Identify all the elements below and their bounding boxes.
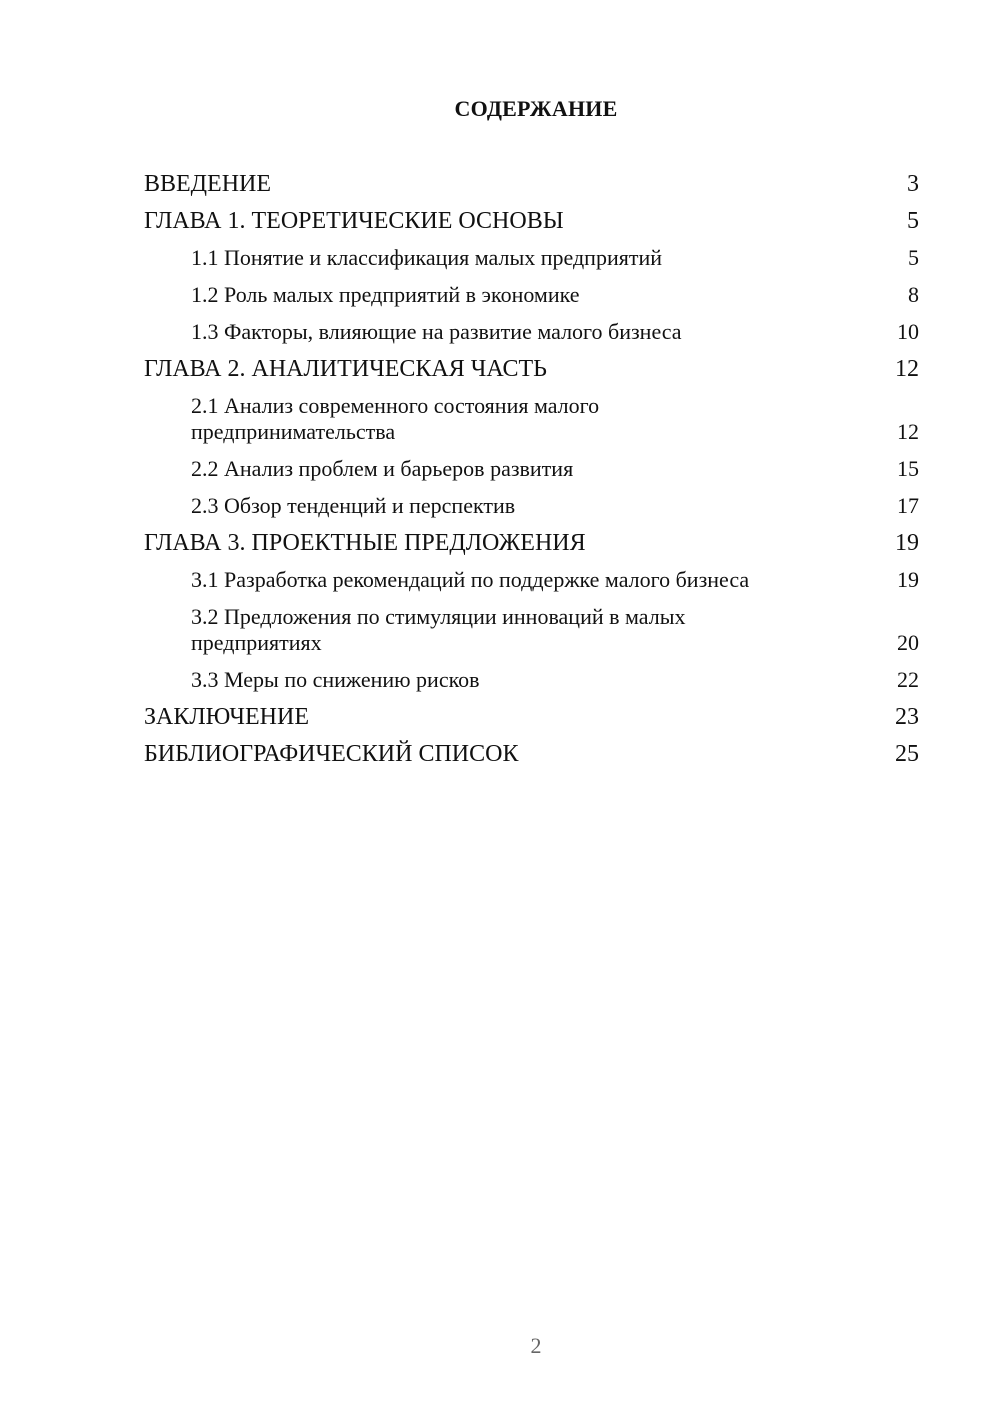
toc-entry[interactable]: [144, 600, 919, 663]
toc-entry-title: 2.2 Анализ проблем и барьеров развития: [191, 456, 574, 481]
page-number: 2: [530, 1333, 542, 1358]
toc-entry[interactable]: [144, 389, 919, 452]
toc-entry[interactable]: [144, 489, 919, 526]
toc-entry-page: 10: [897, 319, 919, 344]
toc-entry[interactable]: [144, 452, 919, 489]
toc-entry-title: БИБЛИОГРАФИЧЕСКИЙ СПИСОК: [144, 741, 519, 767]
toc-entry-title: ГЛАВА 1. ТЕОРЕТИЧЕСКИЕ ОСНОВЫ: [144, 208, 564, 234]
toc-entry-page: 12: [895, 356, 919, 382]
toc-entry-title: 2.3 Обзор тенденций и перспектив: [191, 493, 516, 518]
toc-entry[interactable]: [144, 563, 919, 600]
toc-entry-page: 3: [907, 171, 919, 197]
toc-entry[interactable]: [144, 526, 919, 563]
toc-entry[interactable]: [144, 167, 919, 204]
toc-entry-page: 19: [897, 567, 919, 592]
toc-entry-page: 5: [908, 245, 919, 270]
toc-entry[interactable]: [144, 278, 919, 315]
toc-entry[interactable]: [144, 241, 919, 278]
toc-entry-title: 1.2 Роль малых предприятий в экономике: [191, 282, 580, 307]
toc-entry[interactable]: [144, 663, 919, 700]
toc-entry-title: ГЛАВА 2. АНАЛИТИЧЕСКАЯ ЧАСТЬ: [144, 356, 547, 382]
toc-entry-page: 12: [897, 419, 919, 444]
toc-entry[interactable]: [144, 737, 919, 774]
toc-entry-page: 5: [907, 208, 919, 234]
toc-entry[interactable]: [144, 315, 919, 352]
toc-entry-page: 19: [895, 530, 919, 556]
toc-entry-title: 3.3 Меры по снижению рисков: [191, 667, 480, 692]
page-title: СОДЕРЖАНИЕ: [454, 96, 618, 121]
toc-entry[interactable]: [144, 204, 919, 241]
toc-entry-page: 15: [897, 456, 919, 481]
toc-entry[interactable]: [144, 700, 919, 737]
table-of-contents: [144, 167, 919, 774]
toc-entry-page: 22: [897, 667, 919, 692]
toc-entry-title: 1.3 Факторы, влияющие на развитие малого бизнеса: [191, 319, 682, 344]
toc-entry[interactable]: [144, 352, 919, 389]
toc-entry-title: ВВЕДЕНИЕ: [144, 171, 272, 197]
toc-entry-page: 25: [895, 741, 919, 767]
toc-entry-page: 23: [895, 704, 919, 730]
toc-entry-title: 2.1 Анализ современного состояния малого предпринимательства: [191, 393, 600, 444]
toc-entry-title: ЗАКЛЮЧЕНИЕ: [144, 704, 309, 730]
toc-entry-title: 3.1 Разработка рекомендаций по поддержке малого бизнеса: [191, 567, 750, 592]
toc-entry-title: 1.1 Понятие и классификация малых предприятий: [191, 245, 663, 270]
toc-entry-page: 17: [897, 493, 919, 518]
toc-entry-title: ГЛАВА 3. ПРОЕКТНЫЕ ПРЕДЛОЖЕНИЯ: [144, 530, 586, 556]
toc-entry-page: 20: [897, 630, 919, 655]
toc-entry-title: 3.2 Предложения по стимуляции инноваций в малых предприятиях: [191, 604, 686, 655]
toc-entry-page: 8: [908, 282, 919, 307]
